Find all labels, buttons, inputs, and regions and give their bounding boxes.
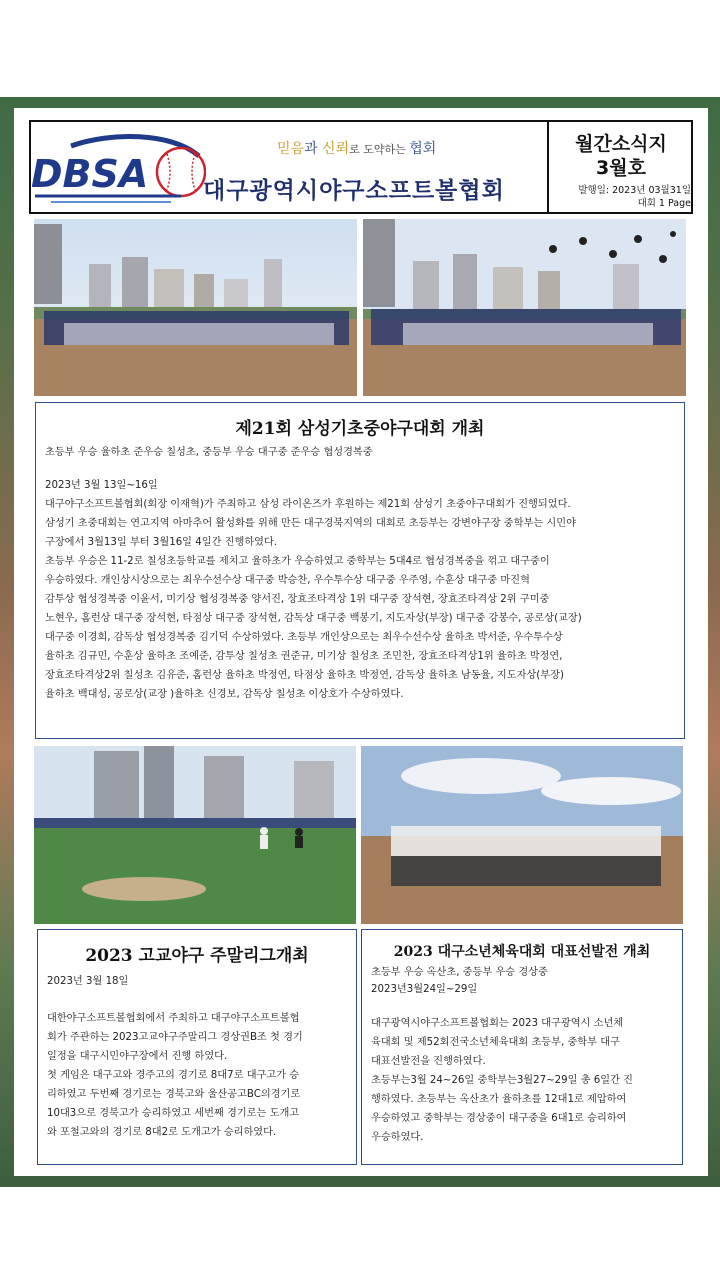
- game-photo-left: [34, 746, 356, 924]
- article-paragraph-line: 대구야구소프트볼협회(회장 이재혁)가 주최하고 삼성 라이온즈가 후원하는 제21회 삼성기 초중야구대회가 진행되었다.: [45, 499, 571, 510]
- article-paragraph-line: 율하초 백대성, 공로상(교장 )율하초 신경보, 감독상 칠성초 이상호가 수상하였다.: [45, 689, 404, 700]
- article-paragraph-line: 우승하였다.: [371, 1132, 424, 1143]
- article-paragraph-line: 리하였고 두번째 경기로는 경북고와 울산공고BC의경기로: [47, 1089, 301, 1100]
- article-paragraph-line: 10대3으로 경북고가 승리하였고 세번째 경기로는 도개고: [47, 1108, 300, 1119]
- article-samsung-cup: [35, 402, 685, 739]
- article-paragraph-line: 일정을 대구시민야구장에서 진행 하였다.: [47, 1051, 228, 1062]
- article-paragraph-line: 초등부 우승은 11-2로 칠성초등학교를 제치고 율하초가 우승하였고 중학부는 5대4로 협성경복중을 꺾고 대구중이: [45, 556, 550, 567]
- article-paragraph-line: 우승하였고 중학부는 경상중이 대구중을 6대1로 승리하여: [371, 1113, 627, 1124]
- article-paragraph-line: 구장에서 3월13일 부터 3월16일 4일간 진행하였다.: [45, 537, 278, 548]
- slogan: 믿음과 신뢰로 도약하는 협회: [277, 141, 437, 157]
- issue-page: 대회 1 Page: [637, 198, 691, 209]
- article-results: 초등부 우승 옥산초, 중등부 우승 경상중: [371, 967, 548, 978]
- article-paragraph-line: 대한야구소프트볼협회에서 주최하고 대구야구소프트볼협: [47, 1013, 300, 1024]
- article-paragraph-line: 율하초 김규민, 수훈상 율하초 조예준, 감투상 칠성초 권준규, 미기상 칠성초 조민찬, 장효조타격상1위 율하초 박정연,: [45, 651, 563, 662]
- article-paragraph-line: 장효조타격상2위 칠성초 김유준, 홈런상 율하초 박정연, 타점상 율하초 박정연, 감독상 율하초 남동율, 지도자상(부장): [45, 670, 564, 681]
- issue-meta: [551, 184, 695, 210]
- article-paragraph-line: 첫 게임은 대구고와 경주고의 경기로 8대7로 대구고가 승: [47, 1070, 300, 1081]
- article-paragraph-line: 우승하였다. 개인상시상으로는 최우수선수상 대구중 박승찬, 우수투수상 대구중 우주영, 수훈상 대구중 마진혁: [45, 575, 530, 586]
- article-youth-sports-selection: [361, 929, 683, 1165]
- article-paragraph-line: 대구중 이경희, 감독상 협성경복중 김기덕 수상하였다. 초등부 개인상으로는 최우수선수상 율하초 박서준, 우수투수상: [45, 632, 563, 643]
- article-date: 2023년 3월 13일~16일: [45, 480, 158, 491]
- article-date: 2023년3월24일~29일: [371, 984, 478, 995]
- article-paragraph-line: 행하였다. 초등부는 옥산초가 율하초를 12대1로 제압하여: [371, 1094, 627, 1105]
- team-photo-right: [363, 219, 686, 396]
- dbsa-logo: [31, 134, 206, 206]
- logo-text: DBSA: [31, 152, 149, 196]
- issue-month: 3월호: [596, 157, 646, 179]
- article-results: 초등부 우승 율하초 준우승 칠성초, 중등부 우승 대구중 준우승 협성경복중: [45, 447, 373, 458]
- article-paragraph-line: 대구광역시야구소프트볼협회는 2023 대구광역시 소년체: [371, 1018, 624, 1029]
- issue-title: [551, 132, 691, 180]
- masthead-divider: [547, 122, 549, 212]
- article-title: 2023 고교야구 주말리그개최: [85, 946, 309, 966]
- issue-date: 발행일: 2023년 03월31일: [578, 185, 691, 196]
- issue-type: 월간소식지: [575, 133, 667, 155]
- article-paragraph-line: 회가 주관하는 2023고교야구주말리그 경상권B조 첫 경기: [47, 1032, 303, 1043]
- article-paragraph-line: 삼성기 초중대회는 연고지역 아마추어 활성화를 위해 만든 대구경북지역의 대회로 초등부는 강변야구장 중학부는 시민야: [45, 518, 576, 529]
- article-paragraph-line: 육대회 및 제52회전국소년체육대회 초등부, 중학부 대구: [371, 1037, 620, 1048]
- masthead: [29, 120, 693, 214]
- article-paragraph-line: 와 포철고와의 경기로 8대2로 도개고가 승리하였다.: [47, 1127, 277, 1138]
- game-photo-right: [361, 746, 683, 924]
- article-highschool-league: [37, 929, 357, 1165]
- org-name: 대구광역시야구소프트볼협회: [203, 178, 505, 204]
- article-paragraph-line: 감투상 협성경복중 이윤서, 미기상 협성경복중 양서진, 장효조타격상 1위 대구중 장석현, 장효조타격상 2위 구미중: [45, 594, 550, 605]
- article-title: 제21회 삼성기초중야구대회 개최: [235, 419, 485, 439]
- article-paragraph-line: 초등부는3월 24~26일 중학부는3월27~29일 총 6일간 진: [371, 1075, 634, 1086]
- article-paragraph-line: 대표선발전을 진행하였다.: [371, 1056, 486, 1067]
- article-date: 2023년 3월 18일: [47, 976, 129, 987]
- article-paragraph-line: 노현우, 홈런상 대구중 장석현, 타점상 대구중 장석현, 감독상 대구중 백봉기, 지도자상(부장) 대구중 강봉수, 공로상(교장): [45, 613, 582, 624]
- team-photo-left: [34, 219, 357, 396]
- article-title: 2023 대구소년체육대회 대표선발전 개최: [393, 944, 651, 960]
